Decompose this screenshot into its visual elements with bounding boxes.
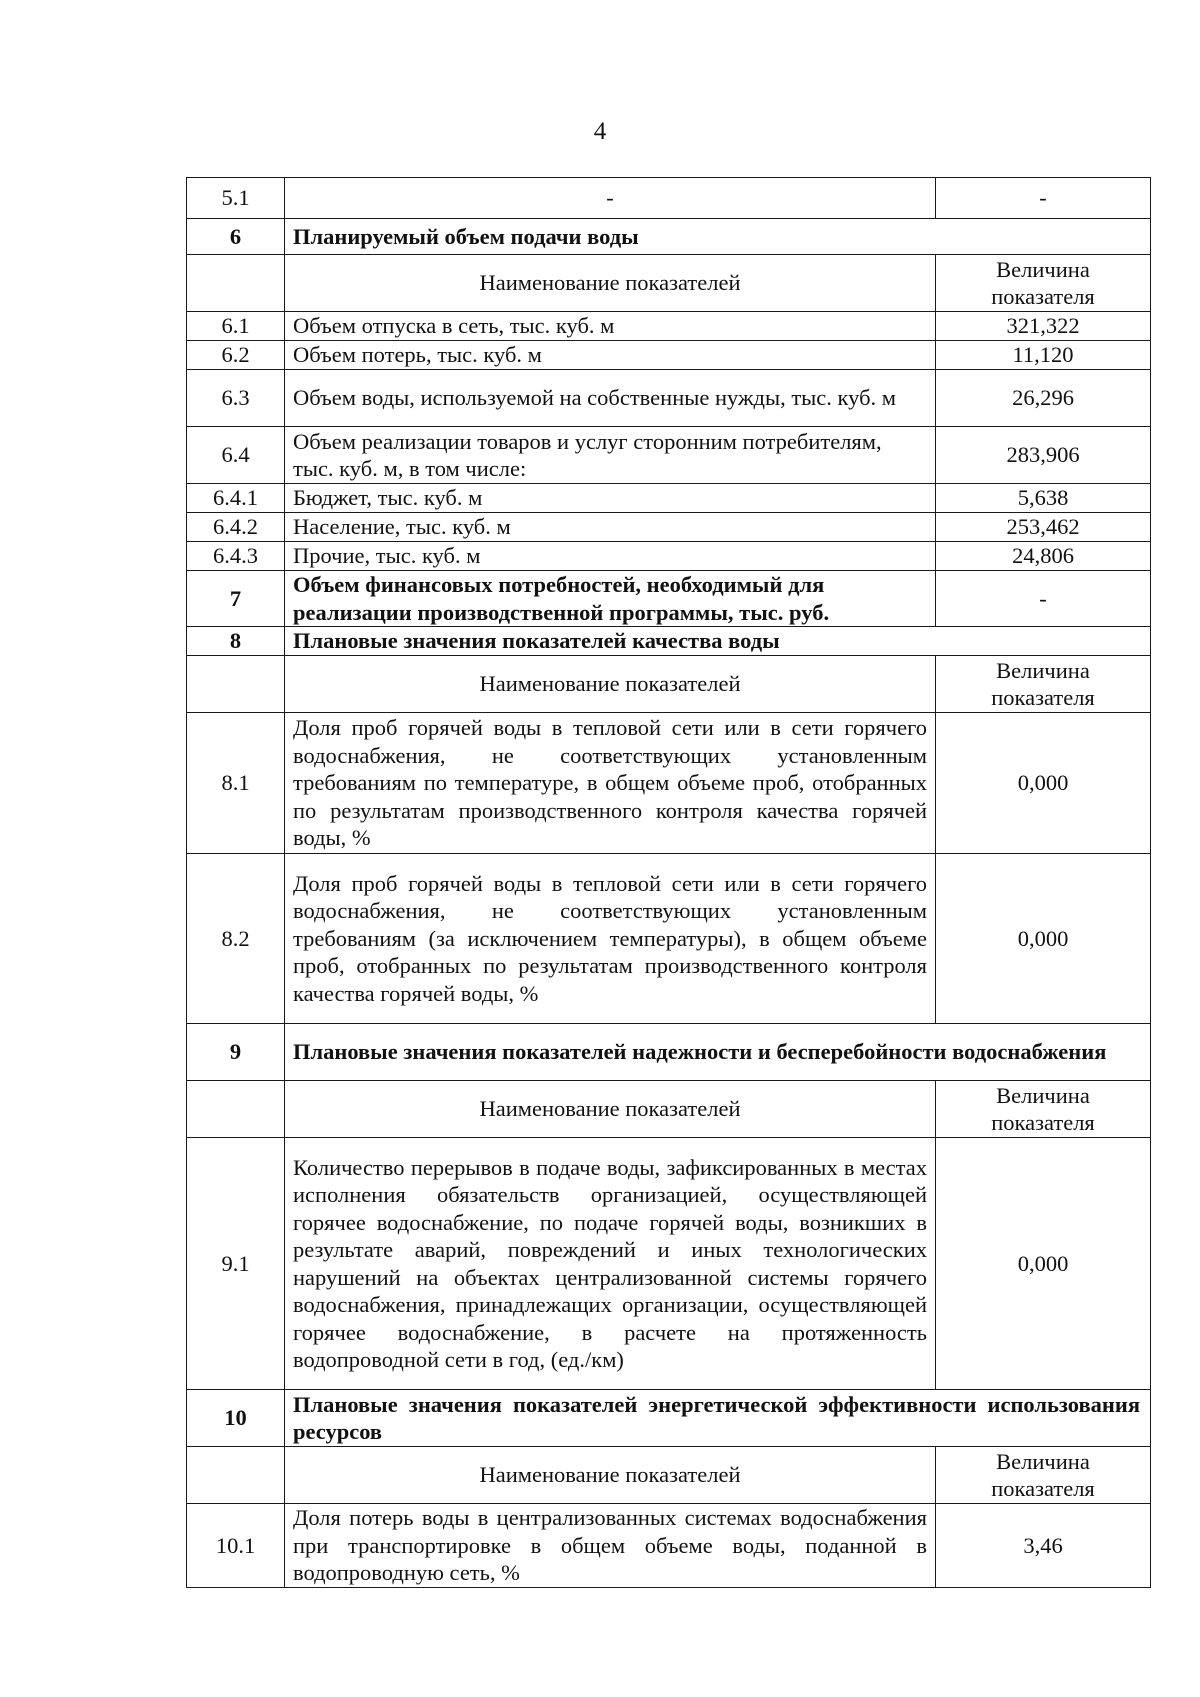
section-title: Плановые значения показателей энергетической эффективности использования ресурсов	[285, 1390, 1151, 1447]
section-number: 6	[187, 219, 285, 255]
row-value: 253,462	[936, 513, 1151, 542]
section-row	[187, 219, 1151, 255]
table-row	[187, 1138, 1151, 1390]
row-value: 24,806	[936, 542, 1151, 571]
indicators-table-body	[187, 178, 1151, 1588]
row-number: 6.2	[187, 341, 285, 370]
row-number: 6.4	[187, 427, 285, 484]
table-row	[187, 713, 1151, 854]
indicators-table	[186, 177, 1151, 1588]
row-value: 5,638	[936, 484, 1151, 513]
table-row	[187, 854, 1151, 1024]
column-header-row	[187, 1447, 1151, 1504]
section-number: 8	[187, 627, 285, 656]
table-row	[187, 341, 1151, 370]
header-value: Величина показателя	[936, 255, 1151, 312]
section-number: 10	[187, 1390, 285, 1447]
row-value: 321,322	[936, 312, 1151, 341]
header-name: Наименование показателей	[285, 1081, 936, 1138]
row-value: -	[936, 178, 1151, 219]
table-row	[187, 542, 1151, 571]
section-row	[187, 1024, 1151, 1081]
section-title: Плановые значения показателей качества воды	[285, 627, 1151, 656]
row-name: Доля потерь воды в централизованных системах водоснабжения при транспортировке в общем объеме воды, поданной в водопроводную сеть, %	[285, 1504, 936, 1588]
header-value: Величина показателя	[936, 1447, 1151, 1504]
table-row	[187, 571, 1151, 627]
header-name: Наименование показателей	[285, 255, 936, 312]
header-value: Величина показателя	[936, 1081, 1151, 1138]
row-number: 5.1	[187, 178, 285, 219]
row-number: 6.4.2	[187, 513, 285, 542]
header-number-cell	[187, 255, 285, 312]
header-name: Наименование показателей	[285, 656, 936, 713]
row-name: Прочие, тыс. куб. м	[285, 542, 936, 571]
section-row	[187, 1390, 1151, 1447]
row-name: Объем отпуска в сеть, тыс. куб. м	[285, 312, 936, 341]
column-header-row	[187, 656, 1151, 713]
row-number: 7	[187, 571, 285, 627]
row-number: 8.1	[187, 713, 285, 854]
section-number: 9	[187, 1024, 285, 1081]
table-row	[187, 178, 1151, 219]
row-number: 6.1	[187, 312, 285, 341]
page-number: 4	[593, 118, 607, 145]
row-value: 11,120	[936, 341, 1151, 370]
row-number: 10.1	[187, 1504, 285, 1588]
row-name: Доля проб горячей воды в тепловой сети или в сети горячего водоснабжения, не соответствующих установленным требованиям по температуре, в общем объеме проб, отобранных по результатам производственного контроля качества горячей воды, %	[285, 713, 936, 854]
section-title: Плановые значения показателей надежности и бесперебойности водоснабжения	[285, 1024, 1151, 1081]
row-value: 0,000	[936, 854, 1151, 1024]
column-header-row	[187, 255, 1151, 312]
header-number-cell	[187, 1081, 285, 1138]
row-name: Население, тыс. куб. м	[285, 513, 936, 542]
row-name: -	[285, 178, 936, 219]
header-value: Величина показателя	[936, 656, 1151, 713]
table-row	[187, 484, 1151, 513]
row-name: Объем воды, используемой на собственные нужды, тыс. куб. м	[285, 370, 936, 427]
row-name: Объем реализации товаров и услуг сторонним потребителям, тыс. куб. м, в том числе:	[285, 427, 936, 484]
row-number: 6.4.1	[187, 484, 285, 513]
row-name: Объем потерь, тыс. куб. м	[285, 341, 936, 370]
row-value: 283,906	[936, 427, 1151, 484]
row-number: 6.3	[187, 370, 285, 427]
header-name: Наименование показателей	[285, 1447, 936, 1504]
section-title: Планируемый объем подачи воды	[285, 219, 1151, 255]
table-row	[187, 312, 1151, 341]
section-row	[187, 627, 1151, 656]
row-number: 8.2	[187, 854, 285, 1024]
column-header-row	[187, 1081, 1151, 1138]
table-row	[187, 427, 1151, 484]
header-number-cell	[187, 656, 285, 713]
row-value: 3,46	[936, 1504, 1151, 1588]
row-value: 26,296	[936, 370, 1151, 427]
table-row	[187, 370, 1151, 427]
table-row	[187, 1504, 1151, 1588]
row-name: Объем финансовых потребностей, необходимый для реализации производственной программы, тыс. руб.	[285, 571, 936, 627]
row-value: -	[936, 571, 1151, 627]
row-value: 0,000	[936, 713, 1151, 854]
row-value: 0,000	[936, 1138, 1151, 1390]
row-number: 6.4.3	[187, 542, 285, 571]
header-number-cell	[187, 1447, 285, 1504]
row-name: Доля проб горячей воды в тепловой сети или в сети горячего водоснабжения, не соответствующих установленным требованиям (за исключением температуры), в общем объеме проб, отобранных по результатам производственного контроля качества горячей воды, %	[285, 854, 936, 1024]
row-name: Бюджет, тыс. куб. м	[285, 484, 936, 513]
row-number: 9.1	[187, 1138, 285, 1390]
table-row	[187, 513, 1151, 542]
row-name: Количество перерывов в подаче воды, зафиксированных в местах исполнения обязательств организацией, осуществляющей горячее водоснабжение, по подаче горячей воды, возникших в результате аварий, повреждений и иных технологических нарушений на объектах централизованной системы горячего водоснабжения, принадлежащих организации, осуществляющей горячее водоснабжение, в расчете на протяженность водопроводной сети в год, (ед./км)	[285, 1138, 936, 1390]
